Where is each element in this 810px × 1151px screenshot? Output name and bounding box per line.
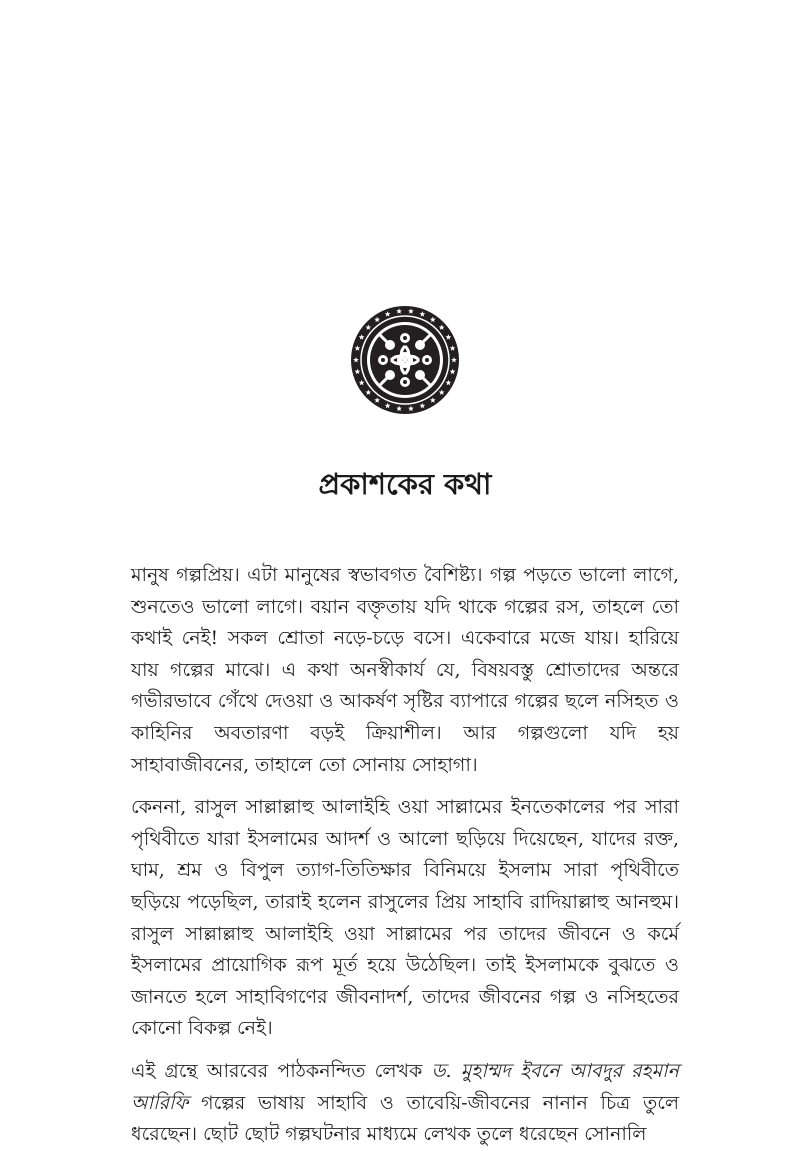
paragraph: মানুষ গল্পপ্রিয়। এটা মানুষের স্বভাবগত বৈশিষ্ট্য। গল্প পড়তে ভালো লাগে, শুনতেও ভালো লাগে। বয়ান বক্তৃতায় যদি থাকে গল্পের রস, তাহলে তো কথাই নেই! সকল শ্রোতা নড়ে-চড়ে বসে। একেবারে মজে যায়। হারিয়ে যায় গল্পের মাঝে। এ কথা অনস্বীকার্য যে, বিষয়বস্তু শ্রোতাদের অন্তরে গভীরভাবে গেঁথে দেওয়া ও আকর্ষণ সৃষ্টির ব্যাপারে গল্পের ছলে নসিহত ও কাহিনির অবতারণা বড়ই ক্রিয়াশীল। আর গল্পগুলো যদি হয় সাহাবাজীবনের, তাহালে তো সোনায় সোহাগা। bbox=[131, 564, 679, 776]
page-title: প্রকাশকের কথা bbox=[318, 467, 492, 501]
author-name: ড. মুহাম্মদ ইবনে আবদুর রহমান আরিফি bbox=[131, 1059, 679, 1114]
paragraph-text: এই গ্রন্থে আরবের পাঠকনন্দিত লেখক bbox=[131, 1059, 432, 1082]
body-text bbox=[131, 560, 679, 1151]
paragraph: কেননা, রাসুল সাল্লাল্লাহু আলাইহি ওয়া সাল্লামের ইনতেকালের পর সারা পৃথিবীতে যারা ইসলামের আদর্শ ও আলো ছড়িয়ে দিয়েছেন, যাদের রক্ত, ঘাম, শ্রম ও বিপুল ত্যাগ-তিতিক্ষার বিনিময়ে ইসলাম সারা পৃথিবীতে ছড়িয়ে পড়েছিল, তারাই হলেন রাসুলের প্রিয় সাহাবি রাদিয়াল্লাহু আনহুম। রাসুল সাল্লাল্লাহু আলাইহি ওয়া সাল্লামের পর তাদের জীবনে ও কর্মে ইসলামের প্রায়োগিক রূপ মূর্ত হয়ে উঠেছিল। তাই ইসলামকে বুঝতে ও জানতে হলে সাহাবিগণের জীবনাদর্শ, তাদের জীবনের গল্প ও নসিহতের কোনো বিকল্প নেই। bbox=[131, 796, 679, 1040]
paragraph-text: গল্পের ভাষায় সাহাবি ও তাবেয়ি-জীবনের নানান চিত্র তুলে ধরেছেন। ছোট ছোট গল্পঘটনার মাধ্যমে লেখক তুলে ধরেছেন সোনালি bbox=[131, 1091, 679, 1146]
paragraph bbox=[131, 1056, 679, 1151]
publisher-emblem-icon bbox=[350, 305, 460, 415]
